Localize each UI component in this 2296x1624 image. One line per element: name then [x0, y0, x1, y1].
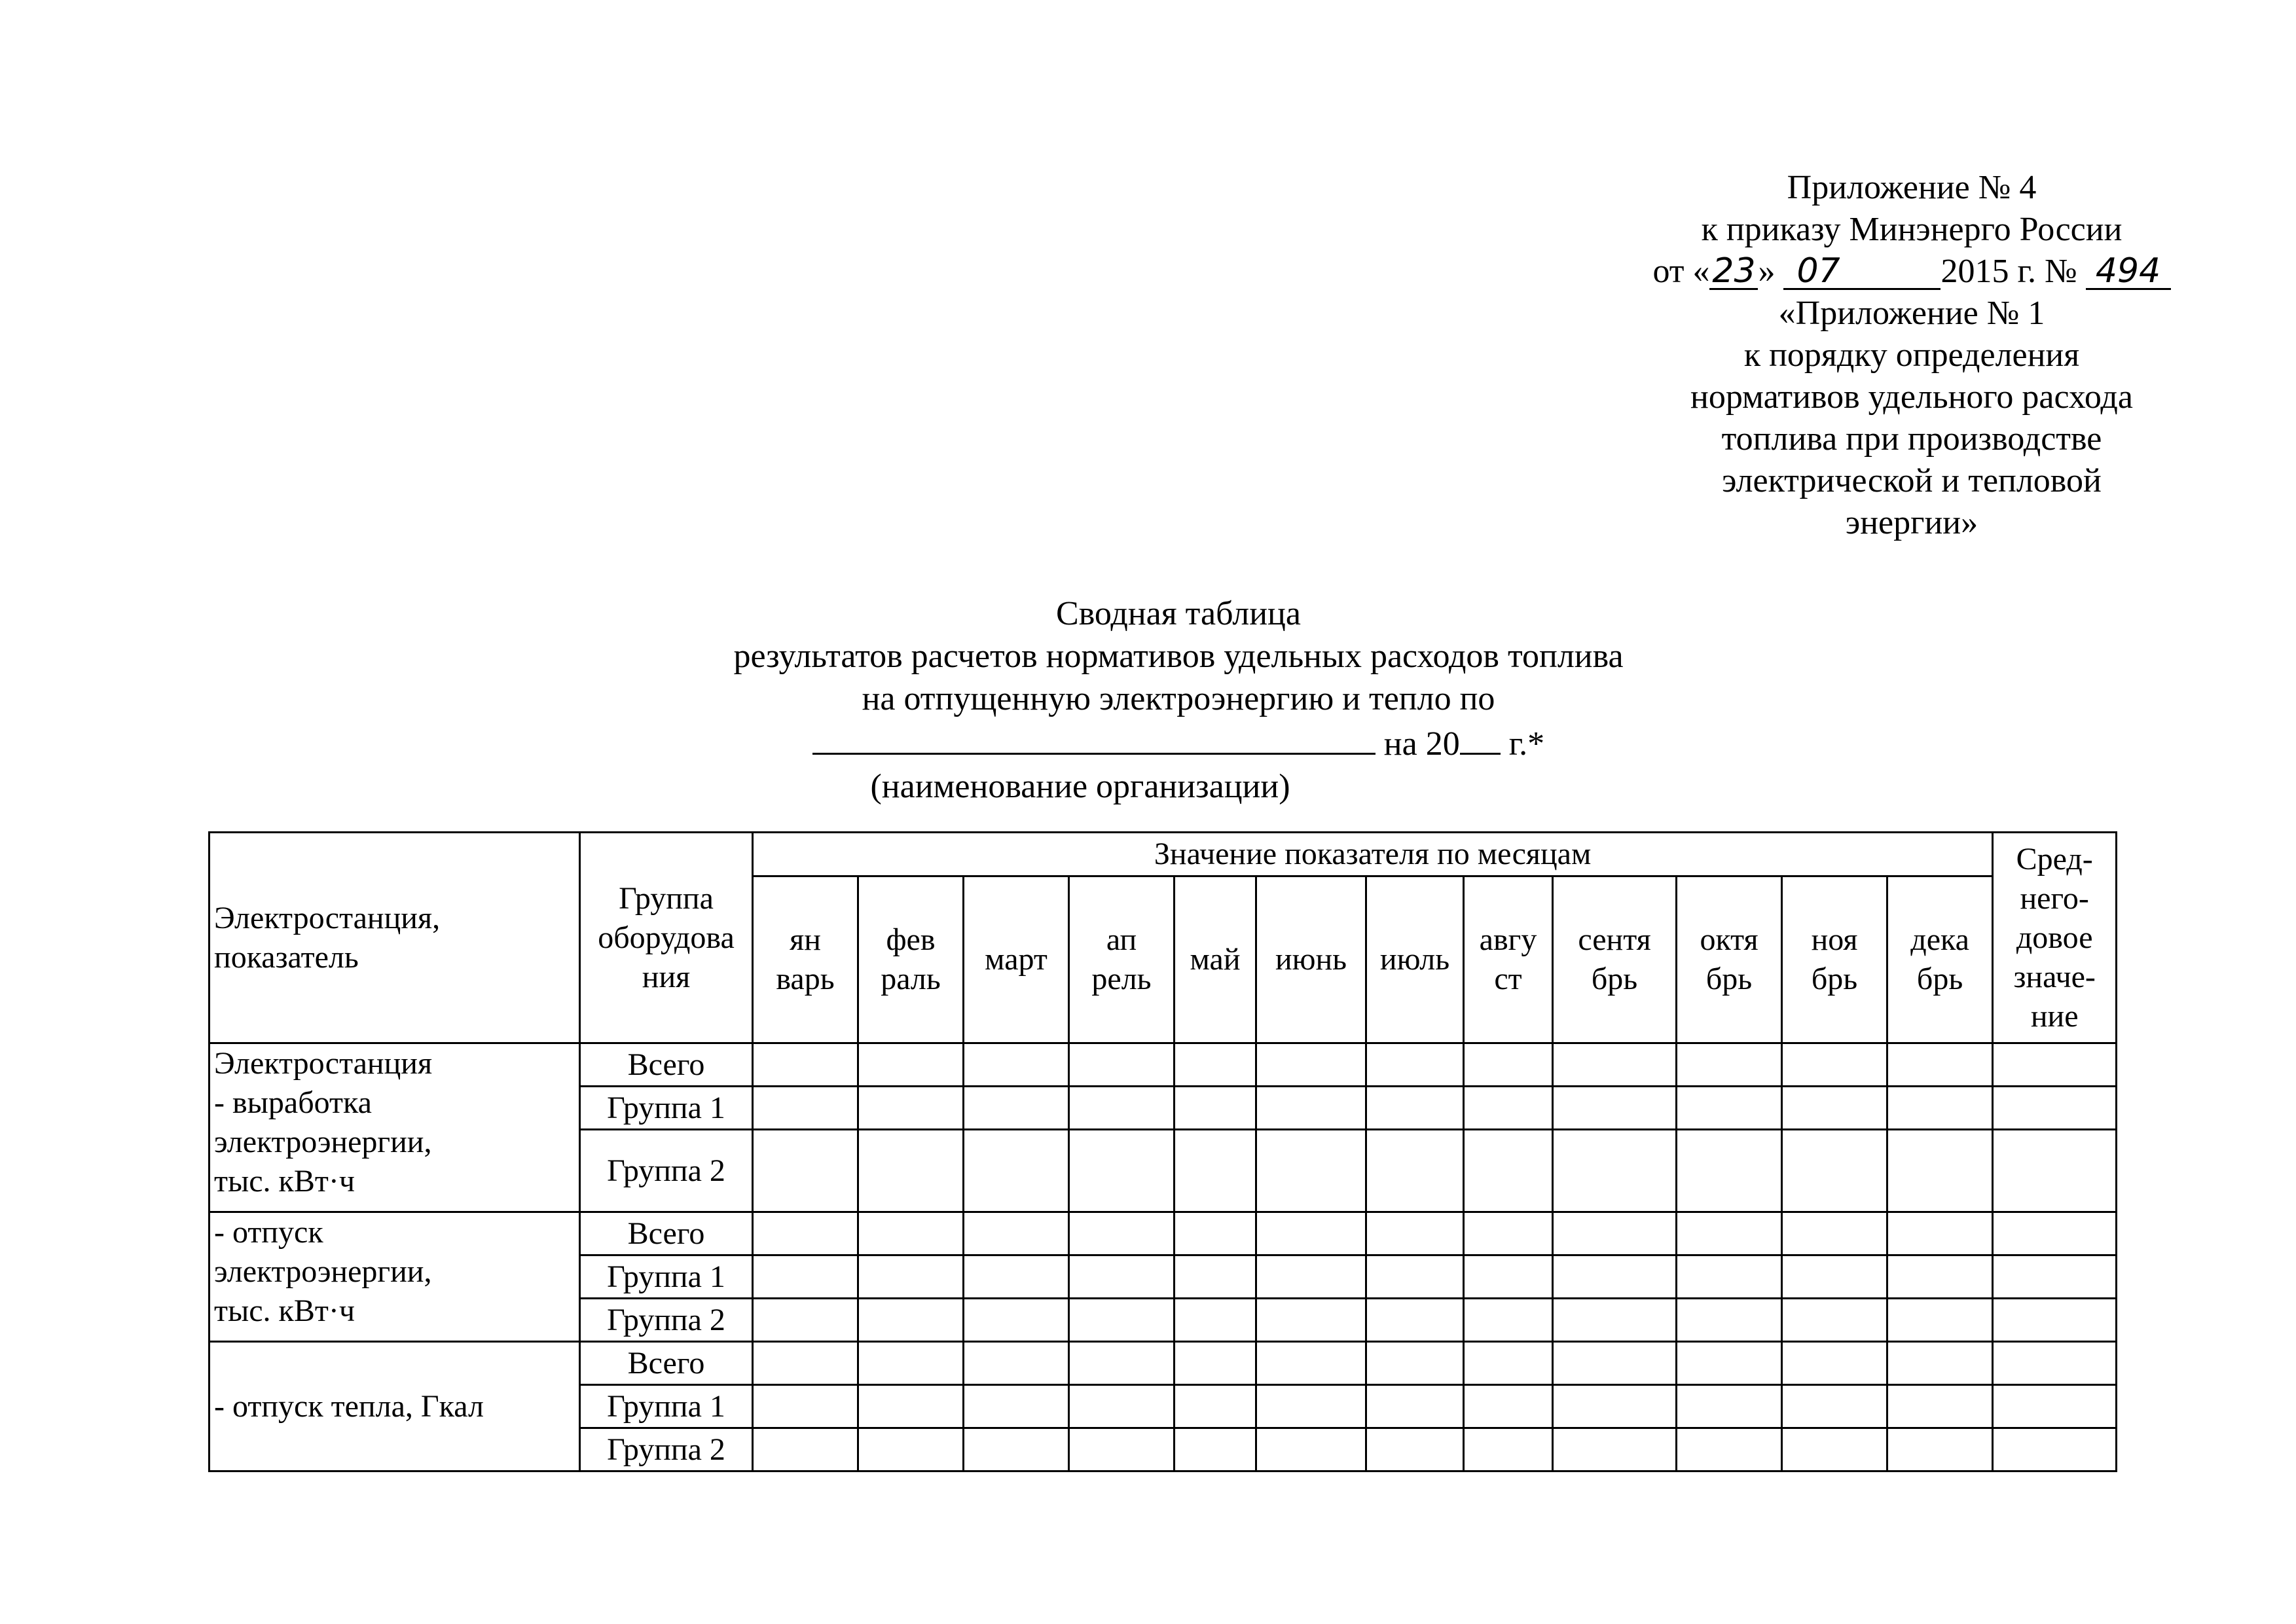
value-cell[interactable] [1677, 1385, 1782, 1428]
month-header: ян варь [753, 876, 858, 1043]
average-cell[interactable] [1993, 1428, 2117, 1471]
value-cell[interactable] [1553, 1342, 1677, 1385]
value-cell[interactable] [1175, 1130, 1256, 1212]
value-cell[interactable] [964, 1255, 1069, 1299]
value-cell[interactable] [1069, 1212, 1175, 1255]
value-cell[interactable] [1464, 1087, 1553, 1130]
value-cell[interactable] [964, 1087, 1069, 1130]
value-cell[interactable] [858, 1255, 964, 1299]
value-cell[interactable] [1464, 1299, 1553, 1342]
value-cell[interactable] [1553, 1299, 1677, 1342]
value-cell[interactable] [1366, 1043, 1464, 1087]
month-header: дека брь [1887, 876, 1993, 1043]
appendix-order-line [1499, 251, 2296, 293]
value-cell[interactable] [753, 1299, 858, 1342]
value-cell[interactable] [1256, 1212, 1366, 1255]
value-cell[interactable] [1782, 1130, 1887, 1212]
value-cell[interactable] [1366, 1212, 1464, 1255]
value-cell[interactable] [1553, 1212, 1677, 1255]
value-cell[interactable] [1366, 1428, 1464, 1471]
section-label-electricity-supply: - отпуск электроэнергии, тыс. кВт·ч [210, 1212, 580, 1342]
value-cell[interactable] [1677, 1342, 1782, 1385]
average-cell[interactable] [1993, 1255, 2117, 1299]
header-monthly-values: Значение показателя по месяцам [753, 833, 1993, 876]
value-cell[interactable] [1887, 1087, 1993, 1130]
average-cell[interactable] [1993, 1087, 2117, 1130]
appendix-line-2: к приказу Минэнерго России [1701, 211, 2123, 248]
appendix-line-1: Приложение № 4 [1787, 169, 2037, 206]
appendix-header [1499, 167, 2296, 544]
value-cell[interactable] [858, 1087, 964, 1130]
value-cell[interactable] [1175, 1385, 1256, 1428]
value-cell[interactable] [858, 1342, 964, 1385]
value-cell[interactable] [1366, 1255, 1464, 1299]
value-cell[interactable] [1175, 1428, 1256, 1471]
month-header: март [964, 876, 1069, 1043]
value-cell[interactable] [1464, 1043, 1553, 1087]
value-cell[interactable] [1256, 1043, 1366, 1087]
value-cell[interactable] [1677, 1212, 1782, 1255]
title-line-2: результатов расчетов нормативов удельных расходов топлива [733, 638, 1624, 675]
group-cell: Группа 1 [580, 1087, 753, 1130]
value-cell[interactable] [1887, 1212, 1993, 1255]
value-cell[interactable] [964, 1385, 1069, 1428]
value-cell[interactable] [1782, 1043, 1887, 1087]
value-cell[interactable] [753, 1043, 858, 1087]
quote-line-5: электрической и тепловой [1722, 462, 2102, 499]
value-cell[interactable] [1464, 1342, 1553, 1385]
value-cell[interactable] [753, 1342, 858, 1385]
average-cell[interactable] [1993, 1385, 2117, 1428]
value-cell[interactable] [753, 1428, 858, 1471]
value-cell[interactable] [858, 1130, 964, 1212]
year-suffix: г.* [1500, 725, 1545, 763]
value-cell[interactable] [753, 1255, 858, 1299]
group-cell: Группа 2 [580, 1299, 753, 1342]
value-cell[interactable] [1677, 1299, 1782, 1342]
organization-year-line [589, 720, 1768, 765]
value-cell[interactable] [753, 1212, 858, 1255]
value-cell[interactable] [858, 1299, 964, 1342]
value-cell[interactable] [858, 1428, 964, 1471]
value-cell[interactable] [1256, 1385, 1366, 1428]
value-cell[interactable] [1553, 1043, 1677, 1087]
value-cell[interactable] [1069, 1385, 1175, 1428]
group-cell: Группа 2 [580, 1130, 753, 1212]
value-cell[interactable] [1782, 1212, 1887, 1255]
value-cell[interactable] [1887, 1299, 1993, 1342]
value-cell[interactable] [1553, 1130, 1677, 1212]
header-equipment-group: Группа оборудова ния [580, 833, 753, 1043]
value-cell[interactable] [964, 1212, 1069, 1255]
value-cell[interactable] [1175, 1342, 1256, 1385]
group-cell: Всего [580, 1212, 753, 1255]
value-cell[interactable] [1677, 1043, 1782, 1087]
title-line-1: Сводная таблица [1056, 595, 1301, 632]
value-cell[interactable] [1887, 1255, 1993, 1299]
group-cell: Всего [580, 1342, 753, 1385]
year-prefix: на 20 [1375, 725, 1460, 763]
summary-table [208, 831, 2117, 1472]
average-cell[interactable] [1993, 1342, 2117, 1385]
value-cell[interactable] [1887, 1130, 1993, 1212]
quote-line-4: топлива при производстве [1721, 420, 2102, 458]
value-cell[interactable] [1887, 1342, 1993, 1385]
group-cell: Группа 1 [580, 1255, 753, 1299]
value-cell[interactable] [1464, 1428, 1553, 1471]
value-cell[interactable] [1677, 1087, 1782, 1130]
organization-caption: (наименование организации) [870, 768, 1290, 805]
value-cell[interactable] [753, 1087, 858, 1130]
month-header: май [1175, 876, 1256, 1043]
from-prefix: от « [1652, 253, 1710, 290]
value-cell[interactable] [858, 1043, 964, 1087]
year-blank [1460, 720, 1501, 755]
value-cell[interactable] [1366, 1087, 1464, 1130]
value-cell[interactable] [1887, 1428, 1993, 1471]
value-cell[interactable] [858, 1212, 964, 1255]
value-cell[interactable] [1069, 1255, 1175, 1299]
month-header: ап рель [1069, 876, 1175, 1043]
value-cell[interactable] [1782, 1299, 1887, 1342]
year-text: 2015 г. № [1941, 253, 2086, 290]
value-cell[interactable] [1677, 1130, 1782, 1212]
group-cell: Группа 2 [580, 1428, 753, 1471]
value-cell[interactable] [1069, 1043, 1175, 1087]
value-cell[interactable] [1887, 1043, 1993, 1087]
header-annual-average: Сред- него- довое значе- ние [1993, 833, 2117, 1043]
value-cell[interactable] [1256, 1130, 1366, 1212]
section-label-heat-supply: - отпуск тепла, Гкал [210, 1342, 580, 1471]
value-cell[interactable] [1553, 1428, 1677, 1471]
quote-line-6: энергии» [1845, 504, 1978, 541]
value-cell[interactable] [1782, 1087, 1887, 1130]
value-cell[interactable] [1553, 1087, 1677, 1130]
value-cell[interactable] [1366, 1342, 1464, 1385]
value-cell[interactable] [1175, 1212, 1256, 1255]
handwritten-order-number: 494 [2086, 254, 2171, 290]
value-cell[interactable] [1256, 1255, 1366, 1299]
value-cell[interactable] [1175, 1087, 1256, 1130]
group-cell: Группа 1 [580, 1385, 753, 1428]
value-cell[interactable] [1464, 1385, 1553, 1428]
quote-line-2: к порядку определения [1743, 336, 2080, 374]
value-cell[interactable] [1553, 1255, 1677, 1299]
value-cell[interactable] [1256, 1299, 1366, 1342]
average-cell[interactable] [1993, 1299, 2117, 1342]
value-cell[interactable] [1069, 1428, 1175, 1471]
value-cell[interactable] [1782, 1255, 1887, 1299]
month-header: ноя брь [1782, 876, 1887, 1043]
section-label-generation: Электростанция - выработка электроэнергии, тыс. кВт·ч [210, 1043, 580, 1212]
month-header: июнь [1256, 876, 1366, 1043]
value-cell[interactable] [1464, 1255, 1553, 1299]
table-row [210, 1342, 2117, 1385]
value-cell[interactable] [1256, 1087, 1366, 1130]
value-cell[interactable] [753, 1130, 858, 1212]
value-cell[interactable] [1175, 1255, 1256, 1299]
table-body [210, 1043, 2117, 1471]
value-cell[interactable] [1464, 1130, 1553, 1212]
value-cell[interactable] [1887, 1385, 1993, 1428]
value-cell[interactable] [1782, 1342, 1887, 1385]
month-header: фев раль [858, 876, 964, 1043]
value-cell[interactable] [1069, 1299, 1175, 1342]
month-header: октя брь [1677, 876, 1782, 1043]
value-cell[interactable] [964, 1043, 1069, 1087]
title-line-3: на отпущенную электроэнергию и тепло по [862, 680, 1495, 717]
value-cell[interactable] [753, 1385, 858, 1428]
value-cell[interactable] [1069, 1130, 1175, 1212]
month-header: сентя брь [1553, 876, 1677, 1043]
value-cell[interactable] [1464, 1212, 1553, 1255]
value-cell[interactable] [1366, 1130, 1464, 1212]
date-separator: » [1758, 253, 1776, 290]
value-cell[interactable] [1677, 1255, 1782, 1299]
value-cell[interactable] [858, 1385, 964, 1428]
value-cell[interactable] [964, 1342, 1069, 1385]
value-cell[interactable] [1069, 1342, 1175, 1385]
value-cell[interactable] [964, 1428, 1069, 1471]
table-row [210, 1043, 2117, 1087]
average-cell[interactable] [1993, 1212, 2117, 1255]
value-cell[interactable] [1553, 1385, 1677, 1428]
month-header: июль [1366, 876, 1464, 1043]
value-cell[interactable] [1069, 1087, 1175, 1130]
quote-line-1: «Приложение № 1 [1778, 295, 2045, 332]
value-cell[interactable] [1175, 1043, 1256, 1087]
header-indicator: Электростанция, показатель [210, 833, 580, 1043]
handwritten-day: 23 [1709, 254, 1758, 290]
value-cell[interactable] [1366, 1385, 1464, 1428]
group-cell: Всего [580, 1043, 753, 1087]
value-cell[interactable] [1677, 1428, 1782, 1471]
value-cell[interactable] [1366, 1299, 1464, 1342]
average-cell[interactable] [1993, 1043, 2117, 1087]
value-cell[interactable] [1782, 1428, 1887, 1471]
value-cell[interactable] [1175, 1299, 1256, 1342]
organization-blank [812, 720, 1376, 755]
quote-line-3: нормативов удельного расхода [1690, 378, 2133, 416]
value-cell[interactable] [964, 1130, 1069, 1212]
value-cell[interactable] [1782, 1385, 1887, 1428]
handwritten-month: 07 [1783, 254, 1941, 290]
value-cell[interactable] [964, 1299, 1069, 1342]
table-row [210, 1212, 2117, 1255]
average-cell[interactable] [1993, 1130, 2117, 1212]
value-cell[interactable] [1256, 1342, 1366, 1385]
document-title [589, 592, 1768, 808]
month-header: авгу ст [1464, 876, 1553, 1043]
value-cell[interactable] [1256, 1428, 1366, 1471]
